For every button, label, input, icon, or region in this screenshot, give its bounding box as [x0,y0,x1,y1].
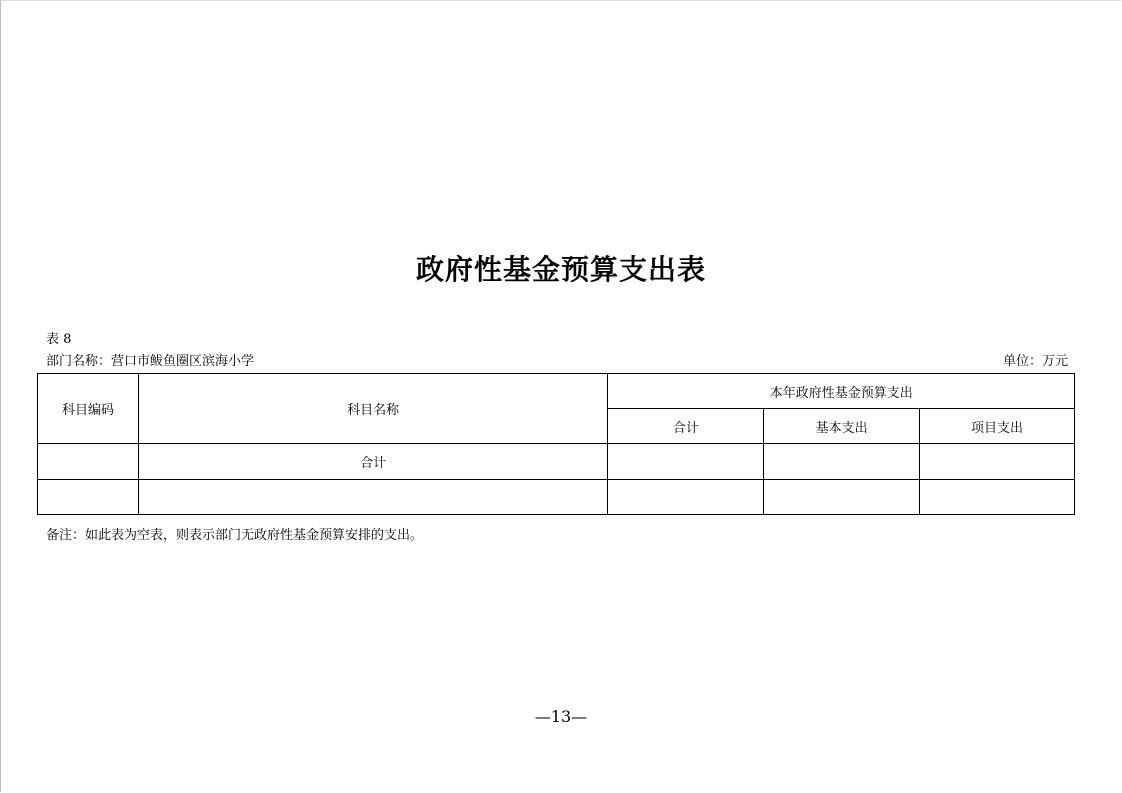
row-project [920,480,1075,515]
row-total [608,444,764,480]
table-row [38,444,1075,480]
header-project-expenditure: 项目支出 [920,409,1075,444]
row-name: 合计 [138,444,608,480]
header-basic-expenditure: 基本支出 [764,409,920,444]
header-subject-name: 科目名称 [138,374,608,444]
row-basic [764,480,920,515]
page-title: 政府性基金预算支出表 [415,253,706,286]
row-code [38,444,139,480]
department-name: 部门名称：营口市鲅鱼圈区滨海小学 [46,354,255,369]
table-number: 表 8 [46,332,72,347]
footnote: 备注：如此表为空表，则表示部门无政府性基金预算安排的支出。 [46,528,424,543]
row-total [608,480,764,515]
fund-expenditure-table [37,373,1075,515]
table-row [38,480,1075,515]
row-project [920,444,1075,480]
header-subject-code: 科目编码 [38,374,139,444]
header-total: 合计 [608,409,764,444]
row-code [38,480,139,515]
page-number: —13— [534,707,588,726]
unit-label: 单位：万元 [1002,354,1068,369]
row-basic [764,444,920,480]
row-name [138,480,608,515]
header-current-year-expenditure: 本年政府性基金预算支出 [608,374,1075,409]
